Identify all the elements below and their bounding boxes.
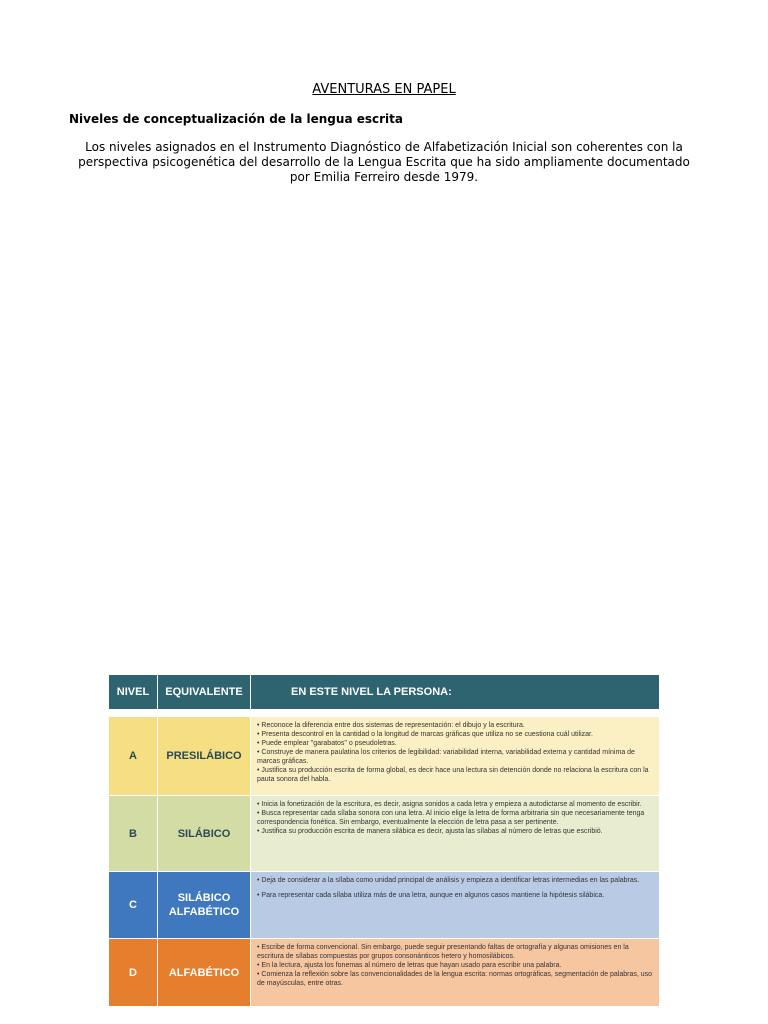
level-description — [251, 796, 659, 871]
level-code: A — [109, 717, 158, 795]
level-description — [251, 939, 659, 1006]
table-row — [109, 871, 659, 938]
level-description — [251, 872, 659, 938]
description-bullet: • Deja de considerar a la sílaba como unidad principal de análisis y empieza a identificar letras intermedias en las palabras. — [257, 877, 640, 884]
table-row — [109, 938, 659, 1006]
description-bullet: • Reconoce la diferencia entre dos sistemas de representación: el dibujo y la escritura. — [257, 722, 525, 729]
level-code: D — [109, 939, 158, 1006]
header-persona: EN ESTE NIVEL LA PERSONA: — [291, 686, 452, 698]
description-bullet: • Busca representar cada sílaba sonora con una letra. Al inicio elige la letra de forma arbitraria sin que necesariamente tenga correspondencia fonética. Sin embargo, eventualmente la elección de letra pasa a ser pertinente. — [257, 810, 645, 826]
description-bullet: • En la lectura, ajusta los fonemas al número de letras que hayan usado para escribir una palabra. — [257, 962, 562, 969]
level-equivalent: SILÁBICO — [158, 796, 251, 871]
level-code: C — [109, 872, 158, 938]
description-bullet: • Escribe de forma convencional. Sin embargo, puede seguir presentando faltas de ortografía y algunas omisiones en la escritura de sílabas compuestas por grupos consonánticos hetero y homosilábicos. — [257, 944, 629, 960]
table-header — [109, 675, 659, 709]
description-bullet: • Inicia la fonetización de la escritura, es decir, asigna sonidos a cada letra y empieza a autodictarse al momento de escribir. — [257, 801, 642, 808]
level-code: B — [109, 796, 158, 871]
document-title: AVENTURAS EN PAPEL — [312, 82, 456, 97]
description-bullet: • Justifica su producción escrita de forma global, es decir hace una lectura sin detención donde no relaciona la escritura con la pauta sonora del habla. — [257, 767, 649, 783]
description-bullet: • Construye de manera paulatina los criterios de legibilidad: variabilidad interna, variabilidad externa y cantidad mínima de marcas gráficas. — [257, 749, 635, 765]
level-equivalent: ALFABÉTICO — [158, 939, 251, 1006]
levels-table — [109, 675, 659, 1006]
level-equivalent: PRESILÁBICO — [158, 717, 251, 795]
description-bullet: • Puede emplear "garabatos" o pseudoletras. — [257, 740, 397, 747]
description-bullet: • Justifica su producción escrita de manera silábica es decir, ajusta las sílabas al número de letras que escribió. — [257, 828, 603, 835]
level-description — [251, 717, 659, 795]
intro-paragraph: Los niveles asignados en el Instrumento Diagnóstico de Alfabetización Inicial son coherentes con la perspectiva psicogenética del desarrollo de la Lengua Escrita que ha sido ampliamente documentado por Emilia Ferreiro desde 1979. — [78, 140, 690, 184]
description-bullet: • Comienza la reflexión sobre las convencionalidades de la lengua escrita: normas ortográficas, segmentación de palabras, uso de mayúsculas, entre otras. — [257, 971, 653, 987]
header-equivalente: EQUIVALENTE — [158, 675, 251, 709]
table-row — [109, 795, 659, 871]
description-bullet: • Presenta descontrol en la cantidad o la longitud de marcas gráficas que utiliza no se cuestiona cuál utilizar. — [257, 731, 593, 738]
level-equivalent: SILÁBICO ALFABÉTICO — [158, 872, 251, 938]
table-row — [109, 716, 659, 795]
description-bullet: • Para representar cada sílaba utiliza más de una letra, aunque en algunos casos mantiene la hipótesis silábica. — [257, 892, 605, 899]
document-subtitle: Niveles de conceptualización de la lengua escrita — [69, 112, 403, 126]
header-nivel: NIVEL — [109, 675, 158, 709]
